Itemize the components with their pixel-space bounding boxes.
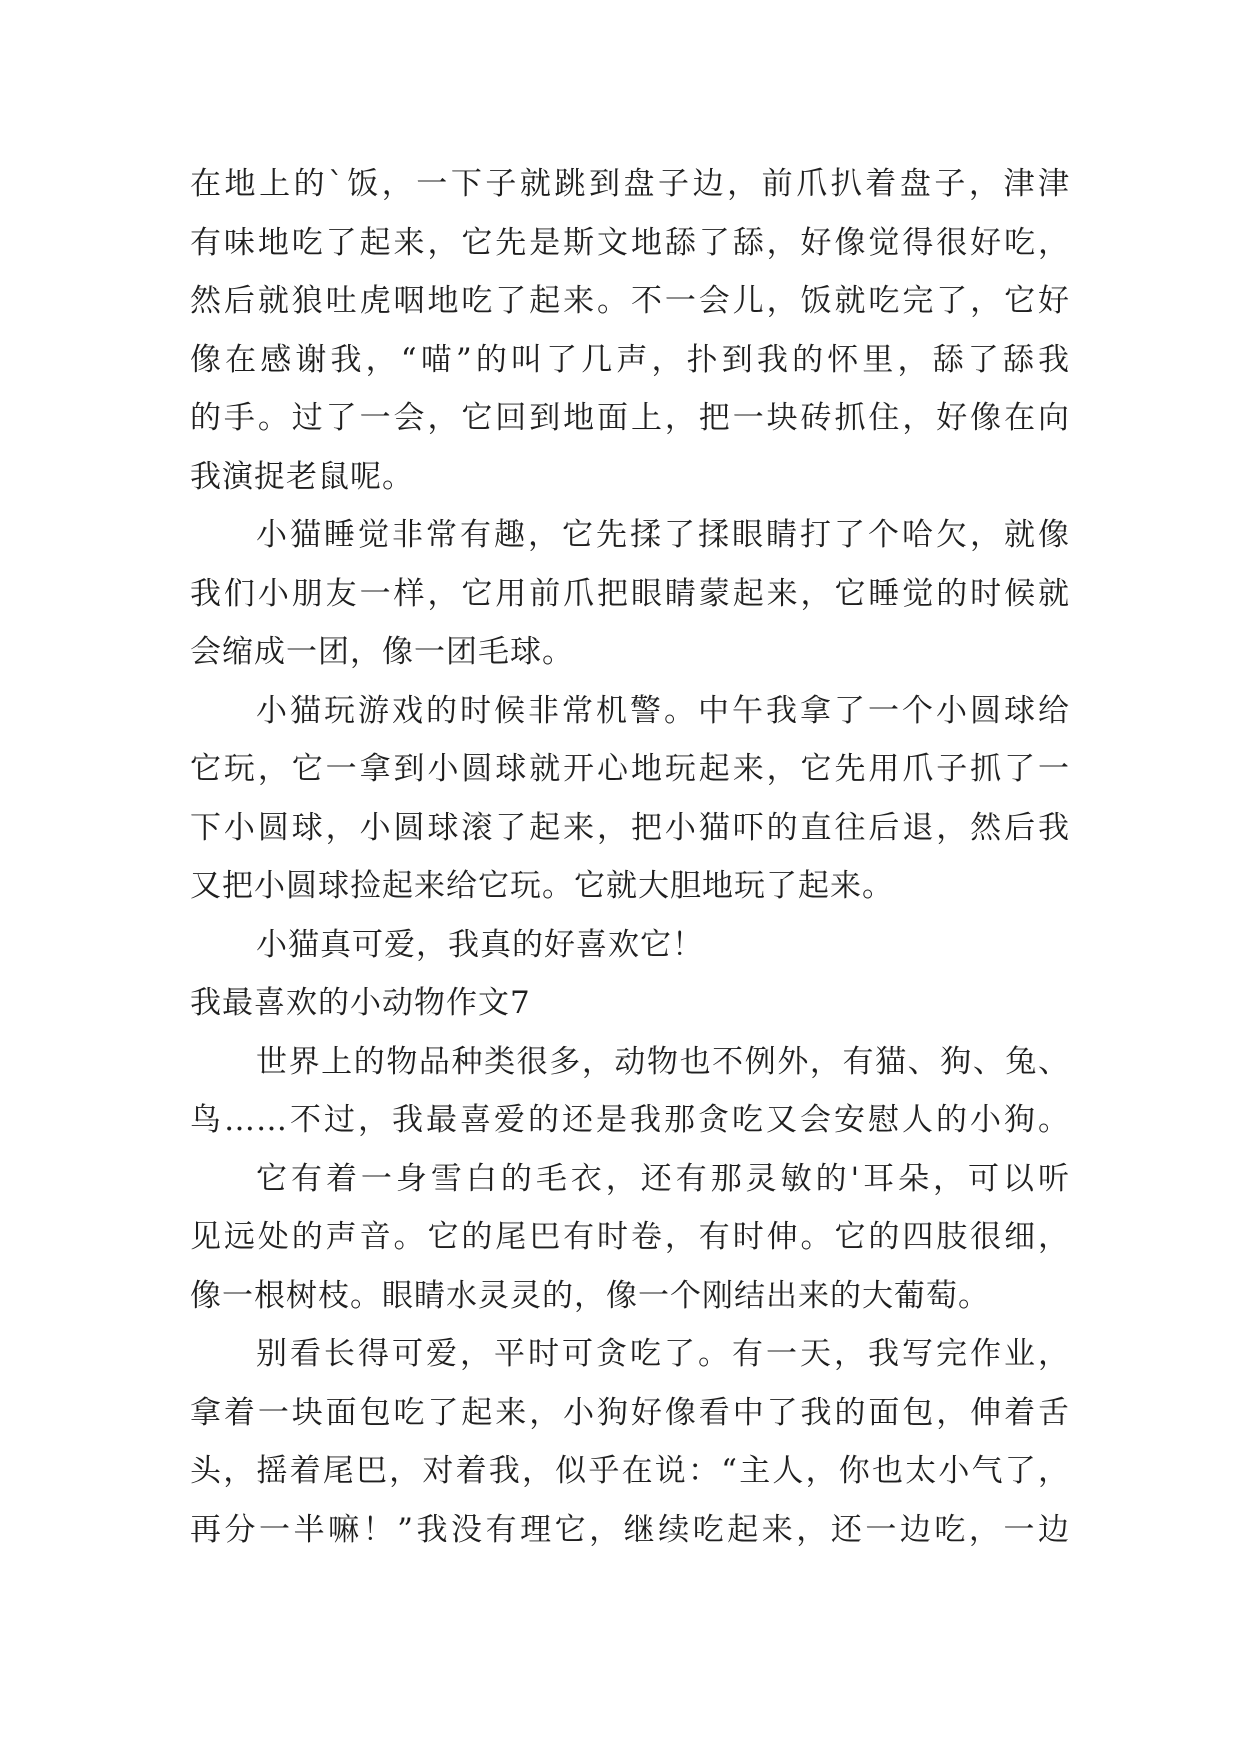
text-line: 又把小圆球捡起来给它玩。它就大胆地玩了起来。 bbox=[190, 868, 894, 904]
text-line: 别看长得可爱，平时可贪吃了。有一天，我写完作业， bbox=[256, 1336, 1070, 1372]
paragraph bbox=[190, 506, 1241, 682]
text-line: 下小圆球，小圆球滚了起来，把小猫吓的直往后退，然后我 bbox=[190, 809, 1070, 846]
text-line: 的手。过了一会，它回到地面上，把一块砖抓住，好像在向 bbox=[190, 400, 1070, 436]
text-line: 拿着一块面包吃了起来，小狗好像看中了我的面包，伸着舌 bbox=[190, 1394, 1070, 1431]
paragraph bbox=[190, 1150, 1241, 1326]
paragraph bbox=[190, 682, 1241, 916]
text-line: 在地上的`饭，一下子就跳到盘子边，前爪扒着盘子，津津 bbox=[190, 166, 1070, 202]
text-line: 会缩成一团，像一团毛球。 bbox=[190, 634, 574, 670]
text-line: 见远处的声音。它的尾巴有时卷，有时伸。它的四肢很细， bbox=[190, 1219, 1070, 1255]
text-line: 鸟……不过，我最喜爱的还是我那贪吃又会安慰人的小狗。 bbox=[190, 1102, 1070, 1138]
text-line: 它玩，它一拿到小圆球就开心地玩起来，它先用爪子抓了一 bbox=[190, 751, 1070, 787]
text-line: 小猫真可爱，我真的好喜欢它！ bbox=[256, 926, 704, 963]
text-line: 像一根树枝。眼睛水灵灵的，像一个刚结出来的大葡萄。 bbox=[190, 1277, 990, 1314]
text-line: 小猫睡觉非常有趣，它先揉了揉眼睛打了个哈欠，就像 bbox=[256, 517, 1070, 553]
paragraph bbox=[190, 1325, 1241, 1559]
text-line: 我演捉老鼠呢。 bbox=[190, 458, 414, 495]
text-line: 世界上的物品种类很多，动物也不例外，有猫、狗、兔、 bbox=[256, 1043, 1070, 1080]
paragraph bbox=[190, 1033, 1241, 1150]
text-line: 然后就狼吐虎咽地吃了起来。不一会儿，饭就吃完了，它好 bbox=[190, 283, 1070, 319]
paragraph bbox=[190, 916, 1241, 975]
text-line: 我们小朋友一样，它用前爪把眼睛蒙起来，它睡觉的时候就 bbox=[190, 575, 1070, 612]
text-line: 头，摇着尾巴，对着我，似乎在说：“主人，你也太小气了， bbox=[190, 1453, 1070, 1489]
text-line: 像在感谢我，“喵”的叫了几声，扑到我的怀里，舔了舔我 bbox=[190, 341, 1070, 378]
paragraph bbox=[190, 155, 1241, 506]
text-line: 再分一半嘛！”我没有理它，继续吃起来，还一边吃，一边 bbox=[190, 1511, 1070, 1548]
text-line: 小猫玩游戏的时候非常机警。中午我拿了一个小圆球给 bbox=[256, 692, 1070, 729]
section-heading: 我最喜欢的小动物作文7 bbox=[190, 985, 531, 1021]
text-line: 它有着一身雪白的毛衣，还有那灵敏的'耳朵，可以听 bbox=[256, 1160, 1070, 1197]
text-line: 有味地吃了起来，它先是斯文地舔了舔，好像觉得很好吃， bbox=[190, 224, 1070, 261]
